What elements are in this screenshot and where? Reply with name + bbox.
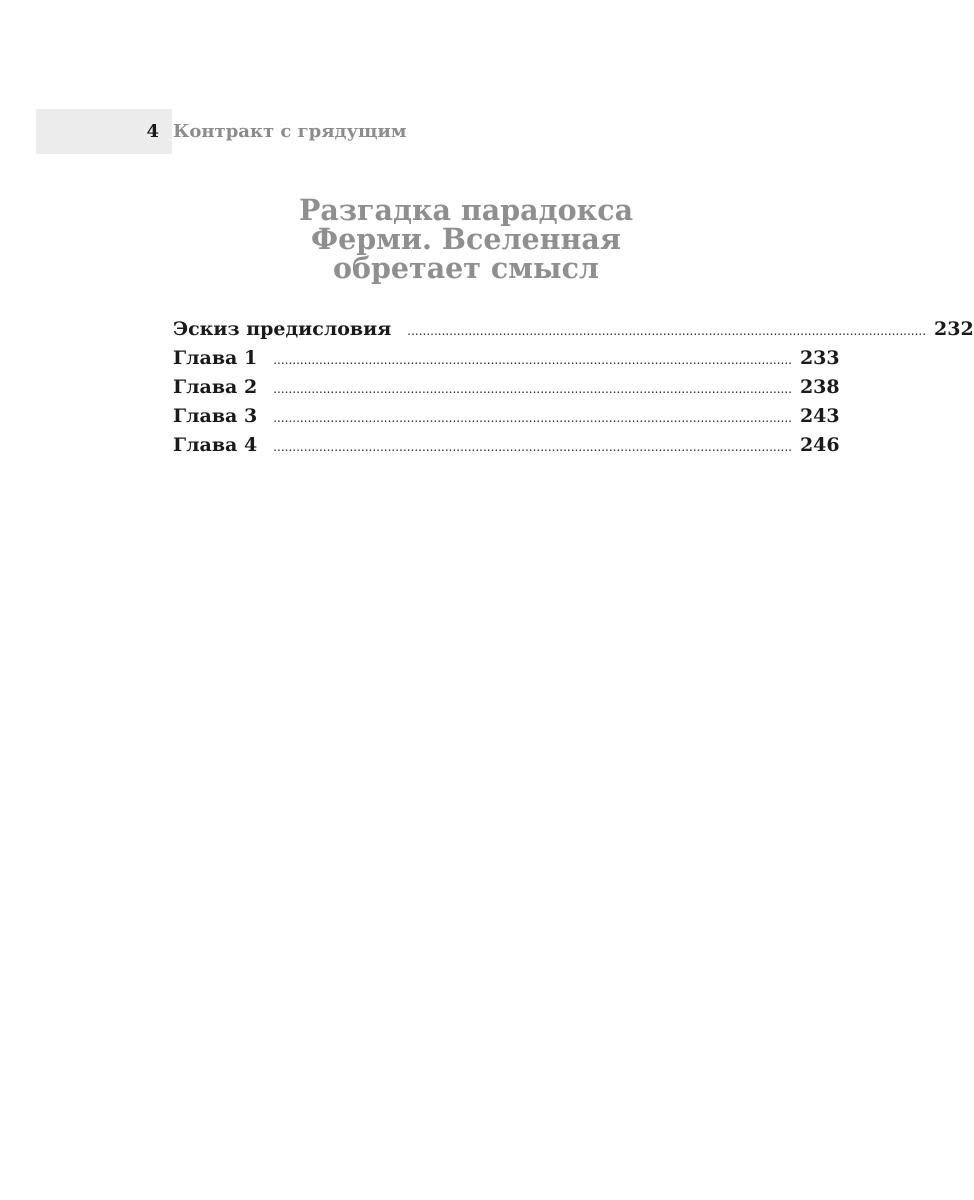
section-title-line-1: Разгадка парадокса (298, 193, 634, 227)
toc-entry-page: 243 (799, 405, 840, 427)
toc-entry-label: Глава 1 (173, 347, 258, 369)
page-number-tab (36, 109, 172, 154)
dot-leader: ........................................................................................................................................ (273, 411, 792, 425)
toc-entry-label: Эскиз предисловия (173, 318, 392, 340)
section-title-line-3: обретает смысл (332, 251, 600, 285)
dot-leader: ........................................................................................................................................ (273, 440, 792, 454)
dot-leader: ........................................................................................................................................ (407, 324, 927, 338)
toc-entry[interactable] (173, 347, 840, 376)
running-title: Контракт с грядущим (173, 121, 407, 142)
table-of-contents (173, 318, 974, 463)
toc-entry-page: 232 (934, 318, 974, 340)
toc-entry-page: 238 (799, 376, 840, 398)
toc-entry-label: Глава 4 (173, 434, 258, 456)
running-header (36, 109, 407, 154)
toc-entry-page: 233 (799, 347, 840, 369)
toc-entry[interactable] (173, 318, 974, 347)
toc-entry[interactable] (173, 376, 840, 405)
toc-entry-page: 246 (799, 434, 840, 456)
toc-entry[interactable] (173, 434, 840, 463)
toc-entry[interactable] (173, 405, 840, 434)
page-number: 4 (146, 121, 159, 142)
toc-entry-label: Глава 2 (173, 376, 258, 398)
toc-entry-label: Глава 3 (173, 405, 258, 427)
dot-leader: ........................................................................................................................................ (273, 382, 792, 396)
section-title (266, 193, 666, 285)
section-title-line-2: Ферми. Вселенная (311, 222, 621, 256)
dot-leader: ........................................................................................................................................ (273, 353, 792, 367)
